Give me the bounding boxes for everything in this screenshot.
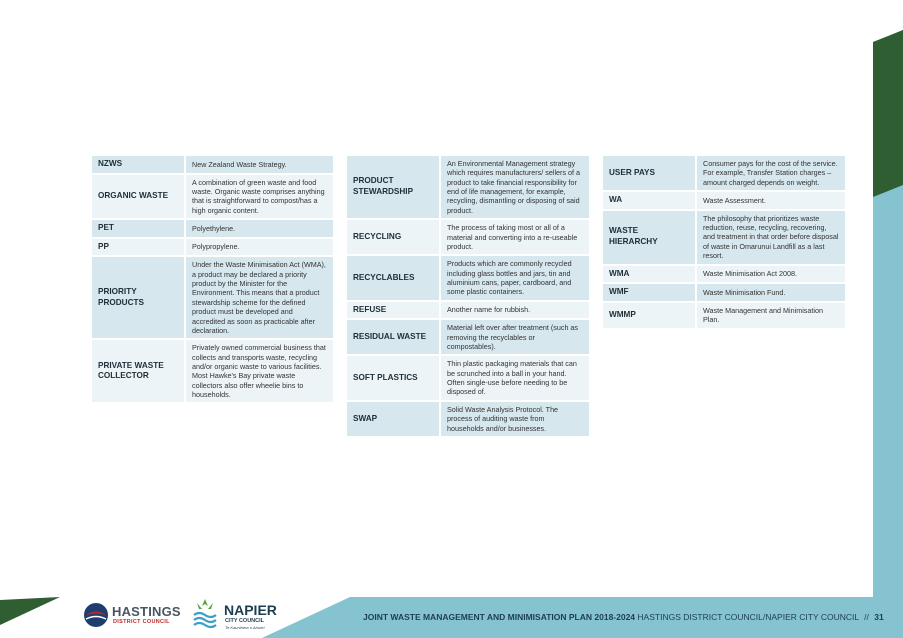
- napier-sub: CITY COUNCIL: [225, 618, 265, 624]
- glossary-row: [92, 156, 333, 174]
- glossary-row: [347, 219, 589, 255]
- glossary-definition: Polypropylene.: [185, 238, 333, 257]
- glossary-definition: The philosophy that prioritizes waste reduction, reuse, recycling, recovering, and treatment in that order before disposal of waste in Omarunui Landfill as a last resort.: [696, 210, 845, 265]
- glossary-term: SWAP: [347, 401, 440, 437]
- glossary-definition: Waste Minimisation Fund.: [696, 283, 845, 302]
- hastings-name: HASTINGS: [112, 604, 181, 619]
- glossary-definition: A combination of green waste and food waste. Organic waste comprises anything that is straightforward to compost/has a high organic content.: [185, 174, 333, 219]
- glossary-term: PP: [92, 238, 185, 257]
- glossary-definition: Solid Waste Analysis Protocol. The process of auditing waste from households and/or businesses.: [440, 401, 589, 437]
- glossary-term: WASTE HIERARCHY: [603, 210, 696, 265]
- napier-tagline: Te Kaunihera o Ahuriri: [225, 625, 265, 630]
- glossary-definition: Another name for rubbish.: [440, 301, 589, 320]
- right-green-band: [873, 30, 903, 197]
- glossary-definition: Material left over after treatment (such as removing the recyclables or compostables).: [440, 319, 589, 355]
- glossary-definition: The process of taking most or all of a material and converting into a re-useable product.: [440, 219, 589, 255]
- glossary-term: WMA: [603, 265, 696, 284]
- footer-plan-title: JOINT WASTE MANAGEMENT AND MINIMISATION PLAN 2018-2024: [363, 612, 636, 622]
- glossary-definition: New Zealand Waste Strategy.: [185, 156, 333, 174]
- glossary-definition: Polyethylene.: [185, 219, 333, 238]
- glossary-row: [347, 255, 589, 300]
- glossary-row: [603, 283, 845, 302]
- napier-emblem-icon: [190, 597, 220, 631]
- glossary-table-2: [347, 156, 589, 438]
- glossary-row: [92, 219, 333, 238]
- footer-separator: //: [864, 612, 869, 622]
- glossary-row: [92, 174, 333, 219]
- glossary-term: PET: [92, 219, 185, 238]
- glossary-term: RECYCLABLES: [347, 255, 440, 300]
- glossary-definition: An Environmental Management strategy which requires manufacturers/ sellers of a product to take financial responsibility for end of life management, for example, recycling, dismantling or disposing of said product.: [440, 156, 589, 219]
- footer-councils: HASTINGS DISTRICT COUNCIL/NAPIER CITY COUNCIL: [637, 612, 859, 622]
- glossary-term: WMF: [603, 283, 696, 302]
- glossary-term: WMMP: [603, 302, 696, 329]
- glossary-row: [347, 355, 589, 400]
- bottom-left-green-wedge: [0, 597, 60, 625]
- glossary-term: NZWS: [92, 156, 185, 174]
- glossary-term: REFUSE: [347, 301, 440, 320]
- glossary-definition: Waste Assessment.: [696, 191, 845, 210]
- glossary-definition: Thin plastic packaging materials that can be scrunched into a ball in your hand. Often single-use before needing to be disposed of.: [440, 355, 589, 400]
- glossary-row: [603, 302, 845, 329]
- glossary-definition: Under the Waste Minimisation Act (WMA), a product may be declared a priority product by the Minister for the Environment. This means that a product stewardship scheme for the defined product must be developed and accredited as soon as practicable after declaration.: [185, 256, 333, 339]
- glossary-row: [347, 301, 589, 320]
- glossary-row: [603, 265, 845, 284]
- napier-name: NAPIER: [224, 602, 277, 618]
- glossary-term: PRIORITY PRODUCTS: [92, 256, 185, 339]
- glossary-row: [347, 319, 589, 355]
- footer: [363, 612, 884, 622]
- page-number: 31: [874, 612, 884, 622]
- glossary-term: RECYCLING: [347, 219, 440, 255]
- glossary-term: USER PAYS: [603, 156, 696, 191]
- glossary-term: WA: [603, 191, 696, 210]
- glossary-row: [603, 191, 845, 210]
- glossary-row: [92, 339, 333, 403]
- glossary-term: RESIDUAL WASTE: [347, 319, 440, 355]
- glossary-row: [347, 156, 589, 219]
- glossary-row: [92, 238, 333, 257]
- glossary-term: PRODUCT STEWARDSHIP: [347, 156, 440, 219]
- glossary-definition: Waste Management and Minimisation Plan.: [696, 302, 845, 329]
- glossary-row: [92, 256, 333, 339]
- glossary-row: [603, 156, 845, 191]
- glossary-table-3: [603, 156, 845, 330]
- hastings-emblem-icon: [82, 601, 110, 629]
- glossary-row: [603, 210, 845, 265]
- glossary-term: ORGANIC WASTE: [92, 174, 185, 219]
- glossary-row: [347, 401, 589, 437]
- glossary-term: SOFT PLASTICS: [347, 355, 440, 400]
- hastings-sub: DISTRICT COUNCIL: [113, 619, 170, 625]
- glossary-definition: Products which are commonly recycled including glass bottles and jars, tin and aluminium cans, paper, cardboard, and some plastic containers.: [440, 255, 589, 300]
- glossary-table-1: [92, 156, 333, 404]
- glossary-definition: Waste Minimisation Act 2008.: [696, 265, 845, 284]
- glossary-term: PRIVATE WASTE COLLECTOR: [92, 339, 185, 403]
- glossary-definition: Consumer pays for the cost of the service. For example, Transfer Station charges – amount charged depends on weight.: [696, 156, 845, 191]
- glossary-definition: Privately owned commercial business that collects and transports waste, recycling and/or organic waste to various facilities. Most Hawke's Bay private waste collectors also offer wheelie bins to households.: [185, 339, 333, 403]
- hastings-logo: [82, 600, 181, 630]
- napier-logo: [190, 597, 280, 633]
